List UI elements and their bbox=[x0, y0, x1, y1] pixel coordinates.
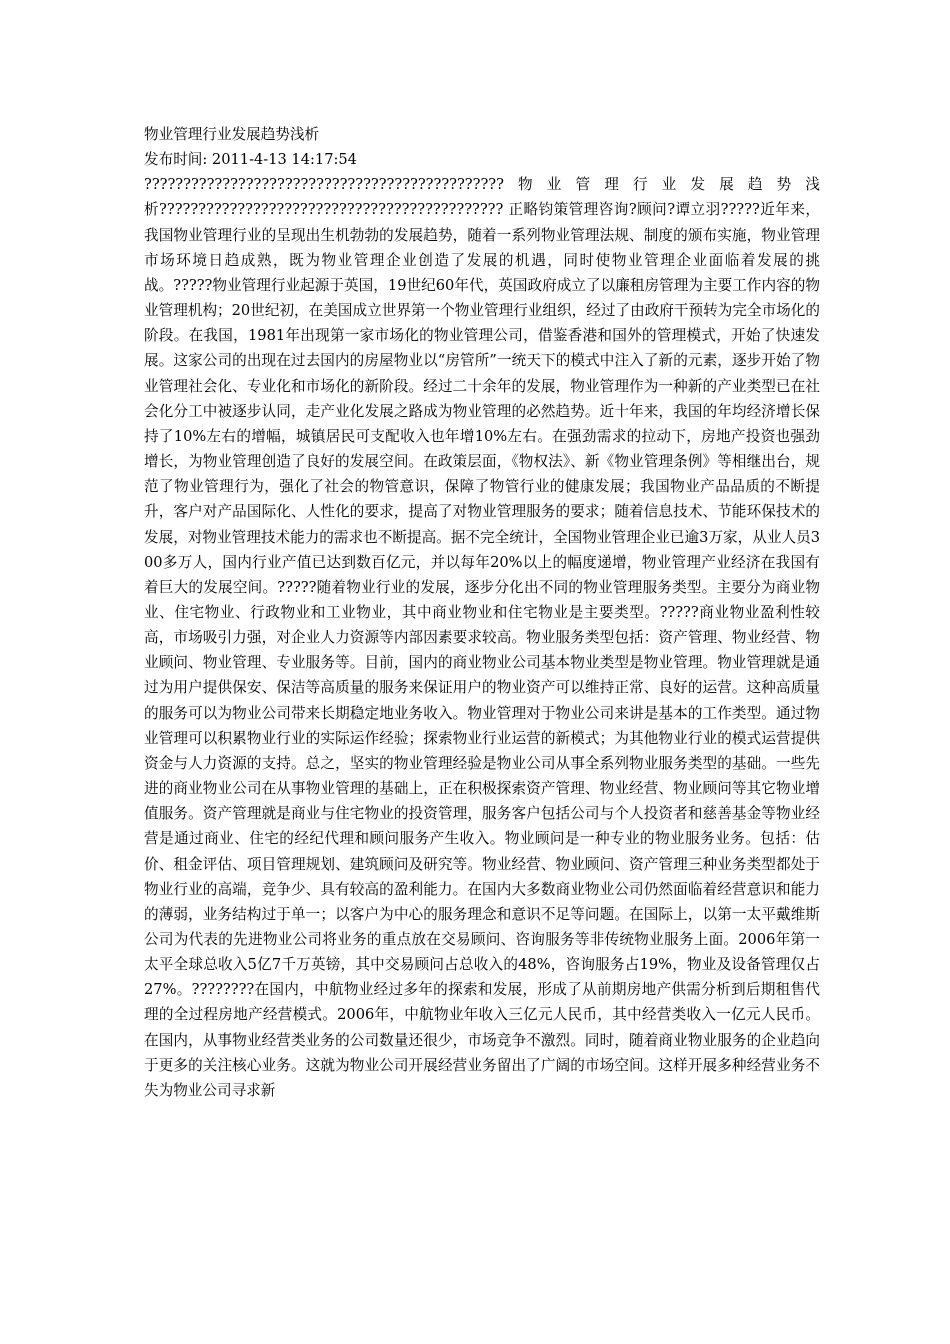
document-page bbox=[144, 122, 820, 1103]
publish-time: 发布时间: 2011-4-13 14:17:54 bbox=[144, 151, 357, 169]
article-body: ??????????????????????????????????????????????物业管理行业发展趋势浅析???????????????????????????????????????????? 正略钧策管理咨询?顾问?谭立羽?????近年来，我国物业管理行业的呈现出生机勃勃的发展趋势，随着一系列物业管理法规、制度的颁布实施，物业管理市场环境日趋成熟，既为物业管理企业创造了发展的机遇，同时使物业管理企业面临着发展的挑战。?????物业管理行业起源于英国，19世纪60年代，英国政府成立了以廉租房管理为主要工作内容的物业管理机构；20世纪初，在美国成立世界第一个物业管理行业组织，经过了由政府干预转为完全市场化的阶段。在我国，1981年出现第一家市场化的物业管理公司，借鉴香港和国外的管理模式，开始了快速发展。这家公司的出现在过去国内的房屋物业以“房管所”一统天下的模式中注入了新的元素，逐步开始了物业管理社会化、专业化和市场化的新阶段。经过二十余年的发展，物业管理作为一种新的产业类型已在社会化分工中被逐步认同，走产业化发展之路成为物业管理的必然趋势。近十年来，我国的年均经济增长保持了10%左右的增幅，城镇居民可支配收入也年增10%左右。在强劲需求的拉动下，房地产投资也强劲增长，为物业管理创造了良好的发展空间。在政策层面，《物权法》、新《物业管理条例》等相继出台，规范了物业管理行为，强化了社会的物管意识，保障了物管行业的健康发展；我国物业产品品质的不断提升，客户对产品国际化、人性化的要求，提高了对物业管理服务的要求；随着信息技术、节能环保技术的发展，对物业管理技术能力的需求也不断提高。据不完全统计，全国物业管理企业已逾3万家，从业人员300多万人，国内行业产值已达到数百亿元，并以每年20%以上的幅度递增，物业管理产业经济在我国有着巨大的发展空间。?????随着物业行业的发展，逐步分化出不同的物业管理服务类型。主要分为商业物业、住宅物业、行政物业和工业物业，其中商业物业和住宅物业是主要类型。?????商业物业盈利性较高，市场吸引力强，对企业人力资源等内部因素要求较高。物业服务类型包括：资产管理、物业经营、物业顾问、物业管理、专业服务等。目前，国内的商业物业公司基本物业类型是物业管理。物业管理就是通过为用户提供保安、保洁等高质量的服务来保证用户的物业资产可以维持正常、良好的运营。这种高质量的服务可以为物业公司带来长期稳定地业务收入。物业管理对于物业公司来讲是基本的工作类型。通过物业管理可以积累物业行业的实际运作经验；探索物业行业运营的新模式；为其他物业行业的模式运营提供资金与人力资源的支持。总之，坚实的物业管理经验是物业公司从事全系列物业服务类型的基础。一些先进的商业物业公司在从事物业管理的基础上，正在积极探索资产管理、物业经营、物业顾问等其它物业增值服务。资产管理就是商业与住宅物业的投资管理，服务客户包括公司与个人投资者和慈善基金等物业经营是通过商业、住宅的经纪代理和顾问服务产生收入。物业顾问是一种专业的物业服务业务。包括：估价、租金评估、项目管理规划、建筑顾问及研究等。物业经营、物业顾问、资产管理三种业务类型都处于物业行业的高端，竞争少、具有较高的盈利能力。在国内大多数商业物业公司仍然面临着经营意识和能力的薄弱，业务结构过于单一；以客户为中心的服务理念和意识不足等问题。在国际上，以第一太平戴维斯公司为代表的先进物业公司将业务的重点放在交易顾问、咨询服务等非传统物业服务上面。2006年第一太平全球总收入5亿7千万英镑，其中交易顾问占总收入的48%，咨询服务占19%，物业及设备管理仅占27%。????????在国内，中航物业经过多年的探索和发展，形成了从前期房地产供需分析到后期租售代理的全过程房地产经营模式。2006年，中航物业年收入三亿元人民币，其中经营类收入一亿元人民币。在国内，从事物业经营类业务的公司数量还很少，市场竞争不激烈。同时，随着商业物业服务的企业趋向于更多的关注核心业务。这就为物业公司开展经营业务留出了广阔的市场空间。这样开展多种经营业务不失为物业公司寻求新 bbox=[144, 176, 820, 1099]
document-title: 物业管理行业发展趋势浅析 bbox=[144, 126, 320, 143]
